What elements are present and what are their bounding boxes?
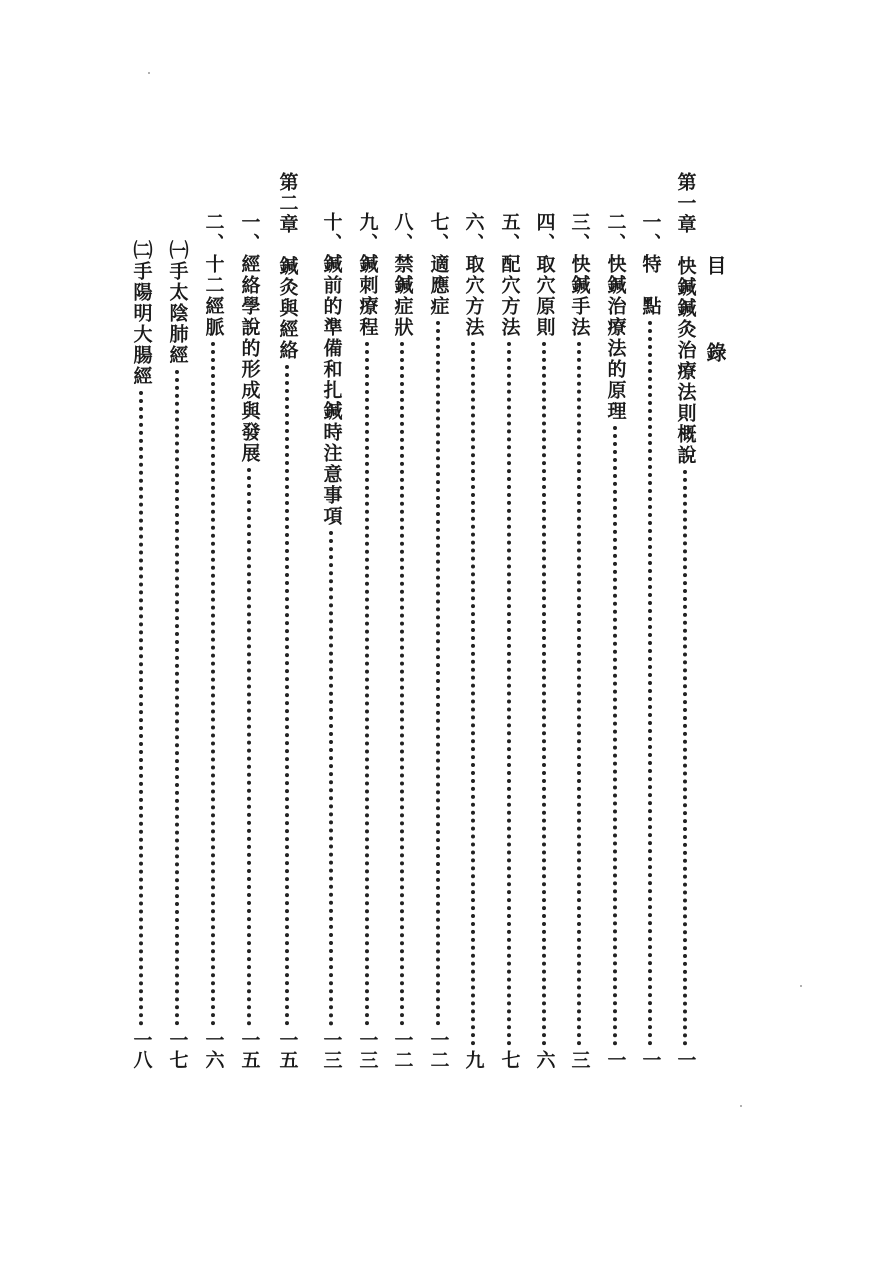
toc-entry-label: 二、十二經脈 xyxy=(202,212,225,338)
toc-entry-page: 一二 xyxy=(391,1030,414,1070)
toc-entry-label: 第二章 鍼灸與經絡 xyxy=(276,172,299,361)
toc-entry-page: 七 xyxy=(498,1050,521,1070)
toc-entry-page: 一五 xyxy=(238,1030,261,1070)
toc-entry xyxy=(562,212,596,1070)
toc-entry-page: 一八 xyxy=(130,1030,153,1070)
leader-dots xyxy=(400,342,404,1026)
leader-dots xyxy=(613,426,617,1046)
leader-dots xyxy=(436,321,440,1026)
leader-dots xyxy=(542,342,546,1046)
toc-entry-label: 六、取穴方法 xyxy=(462,212,485,338)
toc-entry-page: 一五 xyxy=(276,1030,299,1070)
leader-dots xyxy=(211,342,215,1026)
toc-entry-page: 九 xyxy=(462,1050,485,1070)
toc-entry-label: 一、特 點 xyxy=(639,212,662,317)
toc-entry-label: ㈠手太陰肺經 xyxy=(166,240,189,366)
toc-entry-label: 七、適應症 xyxy=(427,212,450,317)
toc-entry xyxy=(314,212,348,1070)
toc-entry xyxy=(668,172,702,1070)
toc-entry-page: 三 xyxy=(568,1050,591,1070)
toc-entry xyxy=(196,212,230,1070)
leader-dots xyxy=(683,470,687,1046)
toc-entry-label: 第一章 快鍼鍼灸治療法則概說 xyxy=(674,172,697,466)
toc-entry-page: 一三 xyxy=(356,1030,379,1070)
toc-entry-page: 一 xyxy=(674,1050,697,1070)
toc-entry-page: 一六 xyxy=(202,1030,225,1070)
leader-dots xyxy=(285,365,289,1026)
toc-entry xyxy=(421,212,455,1070)
toc-entry-page: 一 xyxy=(604,1050,627,1070)
scan-speck xyxy=(148,72,150,74)
toc-entry-label: 十、鍼前的準備和扎鍼時注意事項 xyxy=(320,212,343,527)
toc-entry-label: 二、快鍼治療法的原理 xyxy=(604,212,627,422)
toc-entry xyxy=(456,212,490,1070)
toc-entry xyxy=(598,212,632,1070)
leader-dots xyxy=(365,342,369,1026)
toc-entry-label: 五、配穴方法 xyxy=(498,212,521,338)
leader-dots xyxy=(471,342,475,1046)
toc-entry-label: 八、禁鍼症狀 xyxy=(391,212,414,338)
toc-entry xyxy=(270,172,304,1070)
toc-entry xyxy=(385,212,419,1070)
leader-dots xyxy=(507,342,511,1046)
toc-title: 目 錄 xyxy=(703,255,727,392)
toc-entry-page: 六 xyxy=(533,1050,556,1070)
leader-dots xyxy=(175,370,179,1026)
toc-entry xyxy=(527,212,561,1070)
toc-entry-label: 三、快鍼手法 xyxy=(568,212,591,338)
toc-entry xyxy=(124,240,158,1070)
toc-entry-label: 九、鍼刺療程 xyxy=(356,212,379,338)
toc-entry-label: 四、取穴原則 xyxy=(533,212,556,338)
scan-speck xyxy=(740,1105,742,1107)
leader-dots xyxy=(247,468,251,1026)
leader-dots xyxy=(139,391,143,1026)
toc-entry xyxy=(350,212,384,1070)
toc-entry-label: ㈡手陽明大腸經 xyxy=(130,240,153,387)
toc-entry xyxy=(633,212,667,1070)
scan-speck xyxy=(800,985,802,987)
leader-dots xyxy=(577,342,581,1046)
toc-entry-page: 一二 xyxy=(427,1030,450,1070)
toc-entry xyxy=(492,212,526,1070)
leader-dots xyxy=(329,531,333,1026)
toc-entry xyxy=(160,240,194,1070)
toc-entry-page: 一七 xyxy=(166,1030,189,1070)
toc-entry-page: 一 xyxy=(639,1050,662,1070)
toc-entry-label: 一、經絡學說的形成與發展 xyxy=(238,212,261,464)
toc-entry-page: 一三 xyxy=(320,1030,343,1070)
leader-dots xyxy=(648,321,652,1046)
toc-entry xyxy=(232,212,266,1070)
